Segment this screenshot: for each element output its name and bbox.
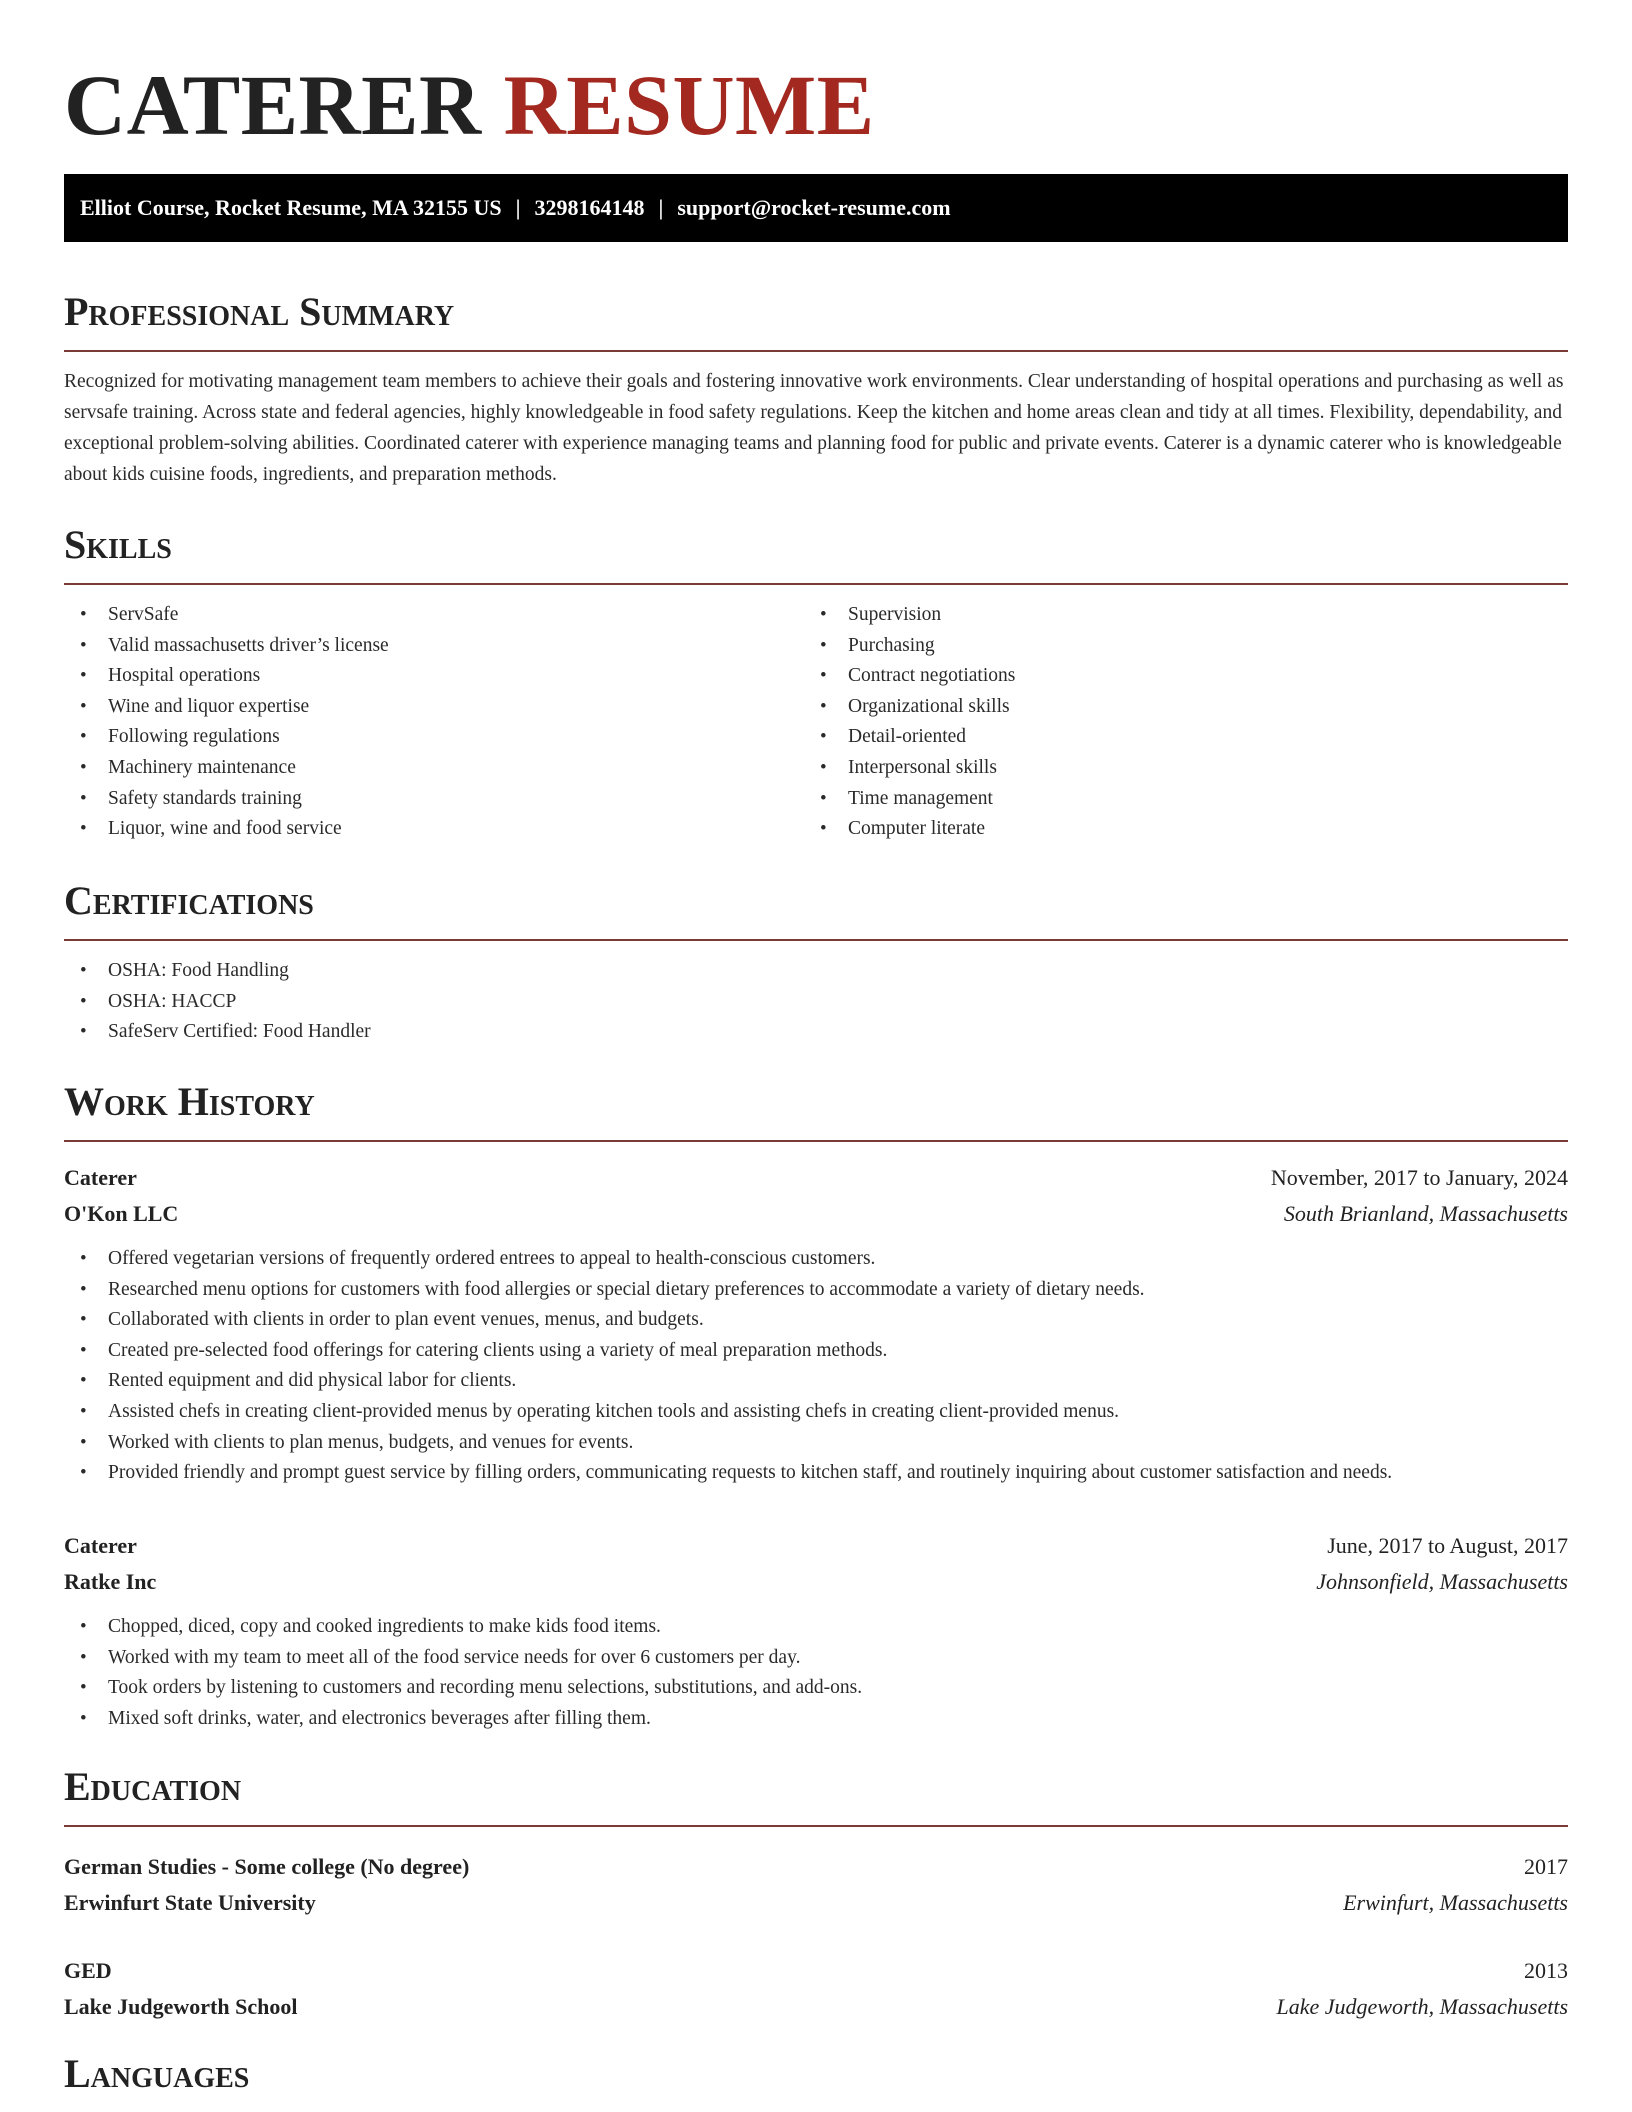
job-location: Johnsonfield, Massachusetts (1316, 1569, 1568, 1594)
list-item: • Offered vegetarian versions of frequently ordered entrees to appeal to health-conscious customers. (64, 1244, 1568, 1275)
list-item: • Took orders by listening to customers and recording menu selections, substitutions, and add-ons. (64, 1673, 1568, 1704)
education-entry (64, 1953, 1568, 2025)
section-title-skills: Skills (64, 522, 172, 567)
list-item: • Contract negotiations (804, 661, 1544, 692)
certifications-list (64, 956, 1568, 1048)
education-location: Erwinfurt, Massachusetts (1343, 1890, 1568, 1915)
job-company: Ratke Inc (64, 1569, 157, 1594)
section-title-summary: Professional Summary (64, 289, 455, 334)
contact-bar (64, 174, 1568, 242)
section-divider (64, 350, 1568, 352)
job-location: South Brianland, Massachusetts (1283, 1201, 1568, 1226)
list-item: • Supervision (804, 600, 1544, 631)
list-item: • Computer literate (804, 814, 1544, 845)
work-history-section (64, 1078, 1568, 1142)
list-item: • Wine and liquor expertise (64, 692, 804, 723)
education-degree: German Studies - Some college (No degree) (64, 1854, 470, 1879)
resume-title (64, 58, 1568, 152)
list-item: • Worked with clients to plan menus, budgets, and venues for events. (64, 1428, 1568, 1459)
contact-email: support@rocket-resume.com (677, 195, 951, 220)
section-divider (64, 939, 1568, 941)
list-item: • Machinery maintenance (64, 753, 804, 784)
list-item: • Organizational skills (804, 692, 1544, 723)
list-item: • SafeServ Certified: Food Handler (64, 1017, 1568, 1048)
contact-address: Elliot Course, Rocket Resume, MA 32155 US (80, 195, 502, 220)
title-part-1: CATERER (64, 57, 482, 153)
job-dates: November, 2017 to January, 2024 (1270, 1165, 1568, 1190)
list-item: • OSHA: Food Handling (64, 956, 1568, 987)
section-title-languages: Languages (64, 2051, 250, 2096)
section-divider (64, 1140, 1568, 1142)
education-school: Lake Judgeworth School (64, 1994, 298, 2019)
education-degree: GED (64, 1958, 112, 1983)
education-year: 2013 (1524, 1958, 1568, 1983)
list-item: • Collaborated with clients in order to plan event venues, menus, and budgets. (64, 1305, 1568, 1336)
job-company: O'Kon LLC (64, 1201, 179, 1226)
job-duties-list (64, 1612, 1568, 1734)
list-item: • Provided friendly and prompt guest service by filling orders, communicating requests to kitchen staff, and routinely inquiring about customer satisfaction and needs. (64, 1458, 1568, 1489)
job-title: Caterer (64, 1533, 137, 1558)
list-item: • Worked with my team to meet all of the food service needs for over 6 customers per day. (64, 1643, 1568, 1674)
education-year: 2017 (1524, 1854, 1568, 1879)
education-location: Lake Judgeworth, Massachusetts (1276, 1994, 1568, 2019)
education-school: Erwinfurt State University (64, 1890, 316, 1915)
skills-section (64, 521, 1568, 845)
skills-list-right (804, 600, 1544, 845)
summary-section (64, 288, 1568, 490)
skills-list-left (64, 600, 804, 845)
job-dates: June, 2017 to August, 2017 (1327, 1533, 1568, 1558)
list-item: • Researched menu options for customers with food allergies or special dietary preferences to accommodate a variety of dietary needs. (64, 1275, 1568, 1306)
summary-text: Recognized for motivating management team members to achieve their goals and fostering innovative work environments. Clear understanding of hospital operations and purchasing as well as servsafe training. Across state and federal agencies, highly knowledgeable in food safety regulations. Keep the kitchen and home areas clean and tidy at all times. Flexibility, dependability, and exceptional problem-solving abilities. Coordinated caterer with experience managing teams and planning food for public and private events. Caterer is a dynamic caterer who is knowledgeable about kids cuisine foods, ingredients, and preparation methods. (64, 371, 1564, 485)
list-item: • Assisted chefs in creating client-provided menus by operating kitchen tools and assisting chefs in creating client-provided menus. (64, 1397, 1568, 1428)
list-item: • Detail-oriented (804, 722, 1544, 753)
languages-section (64, 2050, 1568, 2098)
contact-separator: | (658, 195, 664, 220)
title-part-2: RESUME (503, 57, 875, 153)
list-item: • Mixed soft drinks, water, and electronics beverages after filling them. (64, 1704, 1568, 1735)
list-item: • Liquor, wine and food service (64, 814, 804, 845)
list-item: • Created pre-selected food offerings for catering clients using a variety of meal preparation methods. (64, 1336, 1568, 1367)
section-divider (64, 583, 1568, 585)
certifications-section (64, 877, 1568, 1048)
list-item: • Rented equipment and did physical labor for clients. (64, 1366, 1568, 1397)
list-item: • Safety standards training (64, 784, 804, 815)
list-item: • Hospital operations (64, 661, 804, 692)
education-entry (64, 1849, 1568, 1921)
section-title-education: Education (64, 1764, 242, 1809)
section-divider (64, 1825, 1568, 1827)
list-item: • Following regulations (64, 722, 804, 753)
job-entry (64, 1528, 1568, 1734)
contact-phone: 3298164148 (534, 195, 645, 220)
list-item: • Purchasing (804, 631, 1544, 662)
list-item: • ServSafe (64, 600, 804, 631)
contact-separator: | (515, 195, 521, 220)
education-section (64, 1763, 1568, 1827)
list-item: • Chopped, diced, copy and cooked ingredients to make kids food items. (64, 1612, 1568, 1643)
list-item: • Interpersonal skills (804, 753, 1544, 784)
list-item: • OSHA: HACCP (64, 987, 1568, 1018)
job-title: Caterer (64, 1165, 137, 1190)
job-entry (64, 1160, 1568, 1489)
list-item: • Valid massachusetts driver’s license (64, 631, 804, 662)
job-duties-list (64, 1244, 1568, 1489)
list-item: • Time management (804, 784, 1544, 815)
section-title-certifications: Certifications (64, 878, 314, 923)
section-title-work-history: Work History (64, 1079, 315, 1124)
